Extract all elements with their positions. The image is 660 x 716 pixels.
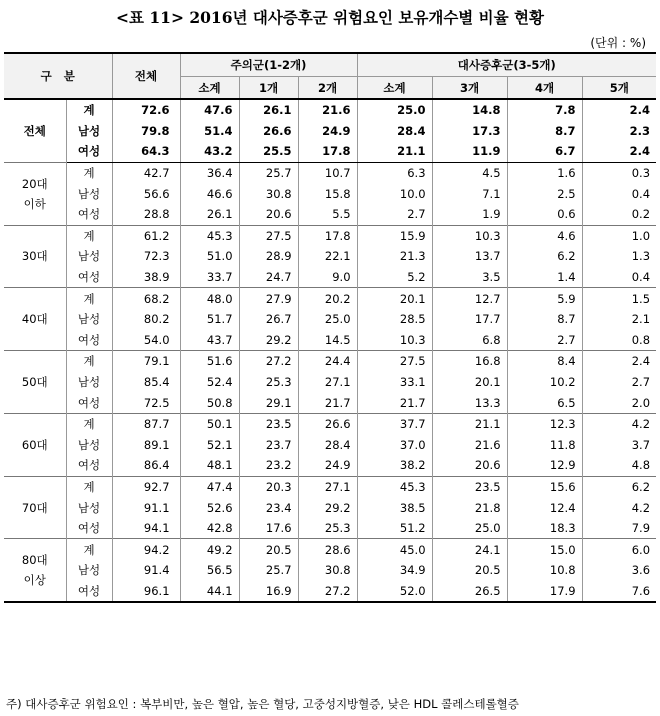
table-row	[4, 141, 656, 162]
value-cell: 96.1	[112, 581, 180, 603]
value-cell: 24.9	[298, 455, 357, 476]
value-cell: 8.7	[507, 309, 582, 330]
value-cell: 56.5	[180, 560, 239, 581]
value-cell: 1.3	[582, 246, 656, 267]
header-gubun: 구 분	[4, 53, 112, 99]
value-cell: 8.7	[507, 121, 582, 142]
table-row	[4, 121, 656, 142]
header-caution-group: 주의군(1-2개)	[180, 53, 357, 77]
value-cell: 72.5	[112, 392, 180, 413]
value-cell: 91.4	[112, 560, 180, 581]
value-cell: 38.5	[357, 497, 432, 518]
value-cell: 22.1	[298, 246, 357, 267]
value-cell: 12.3	[507, 413, 582, 434]
table-row	[4, 581, 656, 603]
value-cell: 94.2	[112, 539, 180, 560]
value-cell: 89.1	[112, 435, 180, 456]
header-sub: 3개	[432, 77, 507, 100]
header-sub: 소계	[357, 77, 432, 100]
value-cell: 86.4	[112, 455, 180, 476]
value-cell: 2.1	[582, 309, 656, 330]
value-cell: 0.2	[582, 204, 656, 225]
value-cell: 21.1	[357, 141, 432, 162]
value-cell: 10.7	[298, 162, 357, 183]
value-cell: 48.1	[180, 455, 239, 476]
value-cell: 61.2	[112, 225, 180, 246]
value-cell: 25.0	[357, 99, 432, 121]
value-cell: 3.5	[432, 267, 507, 288]
value-cell: 42.7	[112, 162, 180, 183]
sex-label: 계	[66, 476, 112, 497]
value-cell: 0.4	[582, 267, 656, 288]
value-cell: 26.1	[239, 99, 298, 121]
header-sub: 소계	[180, 77, 239, 100]
value-cell: 28.4	[298, 435, 357, 456]
sex-label: 여성	[77, 395, 101, 410]
value-cell: 30.8	[298, 560, 357, 581]
sex-label: 남성	[77, 375, 101, 390]
value-cell: 20.1	[432, 372, 507, 393]
risk-factor-table	[4, 52, 656, 603]
value-cell: 3.7	[582, 435, 656, 456]
value-cell: 25.0	[298, 309, 357, 330]
value-cell: 2.4	[582, 99, 656, 121]
value-cell: 23.5	[239, 413, 298, 434]
value-cell: 25.0	[432, 518, 507, 539]
value-cell: 38.2	[357, 455, 432, 476]
value-cell: 10.8	[507, 560, 582, 581]
value-cell: 2.4	[582, 351, 656, 372]
value-cell: 5.9	[507, 288, 582, 309]
value-cell: 72.6	[112, 99, 180, 121]
sex-label: 여성	[77, 207, 101, 222]
value-cell: 1.4	[507, 267, 582, 288]
value-cell: 37.7	[357, 413, 432, 434]
value-cell: 5.5	[298, 204, 357, 225]
sex-label: 남성	[77, 123, 101, 138]
value-cell: 4.6	[507, 225, 582, 246]
value-cell: 24.9	[298, 121, 357, 142]
value-cell: 2.7	[582, 372, 656, 393]
table-row	[4, 476, 656, 497]
sex-label: 남성	[77, 437, 101, 452]
table-row	[4, 392, 656, 413]
table-row	[4, 162, 656, 183]
value-cell: 6.2	[507, 246, 582, 267]
sex-label: 여성	[66, 581, 112, 603]
value-cell: 21.8	[432, 497, 507, 518]
table-row	[4, 99, 656, 121]
value-cell: 50.1	[180, 413, 239, 434]
value-cell: 1.5	[582, 288, 656, 309]
header-sub: 1개	[239, 77, 298, 100]
header-syndrome-group: 대사증후군(3-5개)	[357, 53, 656, 77]
value-cell: 24.4	[298, 351, 357, 372]
sex-label: 계	[66, 413, 112, 434]
value-cell: 26.6	[239, 121, 298, 142]
value-cell: 1.6	[507, 162, 582, 183]
group-label: 30대	[4, 225, 66, 288]
value-cell: 29.2	[298, 497, 357, 518]
value-cell: 20.1	[357, 288, 432, 309]
sex-label: 남성	[77, 312, 101, 327]
group-label: 40대	[4, 288, 66, 351]
value-cell: 85.4	[112, 372, 180, 393]
value-cell: 17.6	[239, 518, 298, 539]
group-label: 50대	[4, 351, 66, 414]
value-cell: 36.4	[180, 162, 239, 183]
table-row	[4, 497, 656, 518]
table-row	[4, 225, 656, 246]
value-cell: 0.8	[582, 330, 656, 351]
value-cell: 27.2	[298, 581, 357, 603]
footnote: 주) 대사증후군 위험요인 : 복부비만, 높은 혈압, 높은 혈당, 고중성지방혈증, 낮은 HDL 콜레스테롤혈증	[6, 697, 519, 711]
table-row	[4, 413, 656, 434]
value-cell: 25.3	[239, 372, 298, 393]
value-cell: 6.2	[582, 476, 656, 497]
value-cell: 15.0	[507, 539, 582, 560]
value-cell: 30.8	[239, 183, 298, 204]
value-cell: 14.5	[298, 330, 357, 351]
value-cell: 47.4	[180, 476, 239, 497]
value-cell: 6.8	[432, 330, 507, 351]
value-cell: 23.7	[239, 435, 298, 456]
value-cell: 21.1	[432, 413, 507, 434]
value-cell: 27.2	[239, 351, 298, 372]
value-cell: 17.9	[507, 581, 582, 603]
header-total: 전체	[112, 53, 180, 99]
value-cell: 23.4	[239, 497, 298, 518]
value-cell: 43.7	[180, 330, 239, 351]
value-cell: 80.2	[112, 309, 180, 330]
value-cell: 0.6	[507, 204, 582, 225]
value-cell: 64.3	[112, 141, 180, 162]
value-cell: 20.6	[432, 455, 507, 476]
value-cell: 34.9	[357, 560, 432, 581]
value-cell: 56.6	[112, 183, 180, 204]
sex-label: 남성	[77, 186, 101, 201]
value-cell: 21.7	[298, 392, 357, 413]
value-cell: 15.6	[507, 476, 582, 497]
value-cell: 51.2	[357, 518, 432, 539]
value-cell: 27.9	[239, 288, 298, 309]
value-cell: 27.5	[357, 351, 432, 372]
value-cell: 2.7	[507, 330, 582, 351]
value-cell: 72.3	[112, 246, 180, 267]
value-cell: 12.9	[507, 455, 582, 476]
value-cell: 33.7	[180, 267, 239, 288]
value-cell: 0.4	[582, 183, 656, 204]
value-cell: 20.5	[432, 560, 507, 581]
value-cell: 6.7	[507, 141, 582, 162]
value-cell: 54.0	[112, 330, 180, 351]
value-cell: 37.0	[357, 435, 432, 456]
value-cell: 28.4	[357, 121, 432, 142]
value-cell: 4.2	[582, 413, 656, 434]
value-cell: 16.8	[432, 351, 507, 372]
value-cell: 28.8	[112, 204, 180, 225]
sex-label: 여성	[77, 332, 101, 347]
value-cell: 14.8	[432, 99, 507, 121]
value-cell: 24.7	[239, 267, 298, 288]
value-cell: 26.6	[298, 413, 357, 434]
value-cell: 87.7	[112, 413, 180, 434]
header-sub: 5개	[582, 77, 656, 100]
value-cell: 52.4	[180, 372, 239, 393]
value-cell: 7.8	[507, 99, 582, 121]
value-cell: 51.0	[180, 246, 239, 267]
value-cell: 5.2	[357, 267, 432, 288]
sex-label: 여성	[77, 458, 101, 473]
value-cell: 1.0	[582, 225, 656, 246]
value-cell: 29.1	[239, 392, 298, 413]
sex-label: 계	[83, 103, 95, 118]
table-row	[4, 330, 656, 351]
value-cell: 11.9	[432, 141, 507, 162]
table-row	[4, 267, 656, 288]
value-cell: 46.6	[180, 183, 239, 204]
value-cell: 4.8	[582, 455, 656, 476]
value-cell: 6.5	[507, 392, 582, 413]
table-row	[4, 183, 656, 204]
value-cell: 17.8	[298, 225, 357, 246]
value-cell: 20.3	[239, 476, 298, 497]
value-cell: 27.1	[298, 372, 357, 393]
value-cell: 45.3	[180, 225, 239, 246]
value-cell: 79.8	[112, 121, 180, 142]
value-cell: 43.2	[180, 141, 239, 162]
table-row	[4, 560, 656, 581]
value-cell: 44.1	[180, 581, 239, 603]
table-row	[4, 204, 656, 225]
value-cell: 17.8	[298, 141, 357, 162]
value-cell: 8.4	[507, 351, 582, 372]
value-cell: 52.0	[357, 581, 432, 603]
table-row	[4, 309, 656, 330]
value-cell: 21.6	[298, 99, 357, 121]
group-label: 전체	[4, 99, 66, 162]
value-cell: 28.9	[239, 246, 298, 267]
sex-label: 계	[66, 351, 112, 372]
value-cell: 51.4	[180, 121, 239, 142]
value-cell: 23.2	[239, 455, 298, 476]
group-label: 20대 이하	[4, 162, 66, 225]
value-cell: 51.6	[180, 351, 239, 372]
value-cell: 27.5	[239, 225, 298, 246]
value-cell: 48.0	[180, 288, 239, 309]
value-cell: 91.1	[112, 497, 180, 518]
value-cell: 2.7	[357, 204, 432, 225]
value-cell: 0.3	[582, 162, 656, 183]
table-row	[4, 455, 656, 476]
value-cell: 25.3	[298, 518, 357, 539]
value-cell: 52.6	[180, 497, 239, 518]
sex-label: 계	[66, 225, 112, 246]
value-cell: 4.2	[582, 497, 656, 518]
value-cell: 26.5	[432, 581, 507, 603]
group-label: 70대	[4, 476, 66, 539]
value-cell: 45.3	[357, 476, 432, 497]
value-cell: 33.1	[357, 372, 432, 393]
value-cell: 7.9	[582, 518, 656, 539]
sex-label: 여성	[77, 270, 101, 285]
value-cell: 3.6	[582, 560, 656, 581]
value-cell: 21.6	[432, 435, 507, 456]
value-cell: 2.4	[582, 141, 656, 162]
value-cell: 45.0	[357, 539, 432, 560]
value-cell: 42.8	[180, 518, 239, 539]
value-cell: 23.5	[432, 476, 507, 497]
value-cell: 13.3	[432, 392, 507, 413]
value-cell: 28.5	[357, 309, 432, 330]
value-cell: 20.2	[298, 288, 357, 309]
value-cell: 12.7	[432, 288, 507, 309]
value-cell: 68.2	[112, 288, 180, 309]
value-cell: 2.0	[582, 392, 656, 413]
value-cell: 10.2	[507, 372, 582, 393]
value-cell: 25.7	[239, 560, 298, 581]
table-row	[4, 246, 656, 267]
sex-label: 계	[66, 162, 112, 183]
value-cell: 24.1	[432, 539, 507, 560]
sex-label: 계	[66, 288, 112, 309]
value-cell: 15.8	[298, 183, 357, 204]
header-sub: 4개	[507, 77, 582, 100]
value-cell: 52.1	[180, 435, 239, 456]
value-cell: 17.3	[432, 121, 507, 142]
value-cell: 21.3	[357, 246, 432, 267]
value-cell: 38.9	[112, 267, 180, 288]
value-cell: 92.7	[112, 476, 180, 497]
sex-label: 여성	[77, 521, 101, 536]
value-cell: 26.1	[180, 204, 239, 225]
group-label: 80대 이상	[4, 539, 66, 602]
value-cell: 1.9	[432, 204, 507, 225]
value-cell: 25.7	[239, 162, 298, 183]
table-row	[4, 518, 656, 539]
value-cell: 51.7	[180, 309, 239, 330]
value-cell: 11.8	[507, 435, 582, 456]
header-sub: 2개	[298, 77, 357, 100]
sex-label: 남성	[77, 563, 101, 578]
sex-label: 여성	[66, 141, 112, 162]
value-cell: 27.1	[298, 476, 357, 497]
value-cell: 2.5	[507, 183, 582, 204]
value-cell: 20.5	[239, 539, 298, 560]
value-cell: 26.7	[239, 309, 298, 330]
table-row	[4, 351, 656, 372]
unit-label: (단위 : %)	[590, 36, 646, 50]
value-cell: 94.1	[112, 518, 180, 539]
value-cell: 17.7	[432, 309, 507, 330]
table-row	[4, 372, 656, 393]
value-cell: 49.2	[180, 539, 239, 560]
value-cell: 20.6	[239, 204, 298, 225]
value-cell: 16.9	[239, 581, 298, 603]
value-cell: 29.2	[239, 330, 298, 351]
sex-label: 계	[66, 539, 112, 560]
table-title: <표 11> 2016년 대사증후군 위험요인 보유개수별 비율 현황	[116, 8, 544, 27]
value-cell: 50.8	[180, 392, 239, 413]
value-cell: 6.3	[357, 162, 432, 183]
value-cell: 6.0	[582, 539, 656, 560]
value-cell: 79.1	[112, 351, 180, 372]
value-cell: 10.0	[357, 183, 432, 204]
sex-label: 남성	[77, 500, 101, 515]
value-cell: 10.3	[432, 225, 507, 246]
value-cell: 15.9	[357, 225, 432, 246]
value-cell: 7.6	[582, 581, 656, 603]
value-cell: 21.7	[357, 392, 432, 413]
value-cell: 9.0	[298, 267, 357, 288]
table-row	[4, 288, 656, 309]
table-row	[4, 435, 656, 456]
group-label: 60대	[4, 413, 66, 476]
value-cell: 7.1	[432, 183, 507, 204]
value-cell: 18.3	[507, 518, 582, 539]
value-cell: 4.5	[432, 162, 507, 183]
value-cell: 13.7	[432, 246, 507, 267]
table-row	[4, 539, 656, 560]
value-cell: 10.3	[357, 330, 432, 351]
value-cell: 12.4	[507, 497, 582, 518]
value-cell: 28.6	[298, 539, 357, 560]
value-cell: 47.6	[180, 99, 239, 121]
value-cell: 2.3	[582, 121, 656, 142]
value-cell: 25.5	[239, 141, 298, 162]
sex-label: 남성	[77, 249, 101, 264]
